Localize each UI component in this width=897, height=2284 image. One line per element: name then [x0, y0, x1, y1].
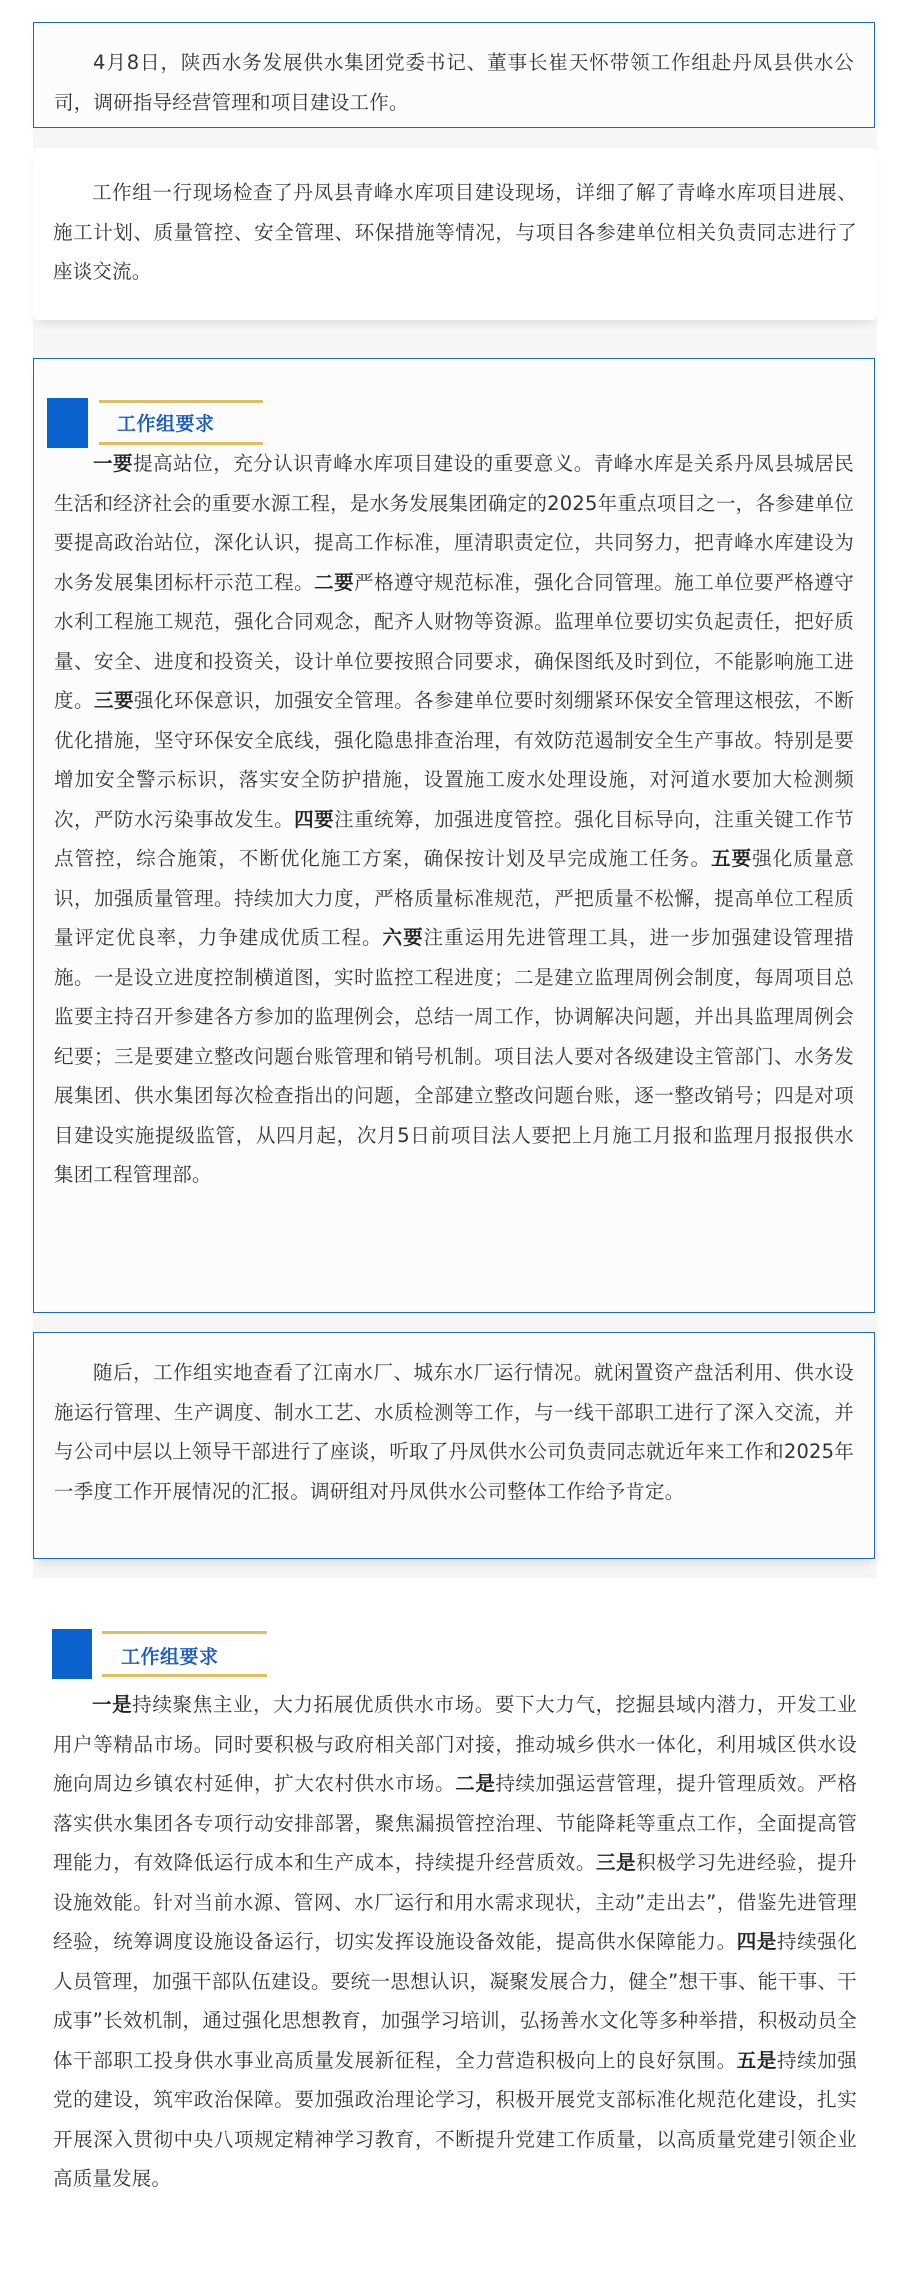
- item-text: 注重统筹，加强进度管控。强化目标导向，注重关键工作节点管控，综合施策，不断优化施工方案，确保按计划及早完成施工任务。: [54, 807, 854, 870]
- section-heading-1: [34, 398, 854, 450]
- requirements-box-2: [33, 1578, 877, 2284]
- item-text: 积极学习先进经验，提升设施效能。针对当前水源、管网、水厂运行和用水需求现状，主动”走出去”，借鉴先进管理经验，统筹调度设施设备运行，切实发挥设施设备效能，提高供水保障能力。: [53, 1851, 858, 1953]
- heading-divider-bottom: [102, 1674, 267, 1677]
- plant-visit-paragraph: 随后，工作组实地查看了江南水厂、城东水厂运行情况。就闲置资产盘活利用、供水设施运行管理、生产调度、制水工艺、水质检测等工作，与一线干部职工进行了深入交流，并与公司中层以上领导干部进行了座谈，听取了丹凤供水公司负责同志就近年来工作和2025年一季度工作开展情况的汇报。调研组对丹凤供水公司整体工作给予肯定。: [54, 1361, 854, 1503]
- item-text: 严格遵守规范标准，强化合同管理。施工单位要严格遵守水利工程施工规范，强化合同观念，配齐人财物等资源。监理单位要切实负起责任，把好质量、安全、进度和投资关，设计单位要按照合同要求，确保图纸及时到位，不能影响施工进度。: [54, 570, 854, 712]
- item-text: 持续强化人员管理，加强干部队伍建设。要统一思想认识，凝聚发展合力，健全”想干事、能干事、干成事”长效机制，通过强化思想教育，加强学习培训，弘扬善水文化等多种举措，积极动员全体干部职工投身供水事业高质量发展新征程，全力营造积极向上的良好氛围。: [53, 1930, 857, 2072]
- heading-divider-top: [99, 400, 263, 403]
- heading-divider-top: [102, 1631, 267, 1634]
- item-label: 三要: [94, 689, 135, 712]
- intro-box: [33, 22, 875, 128]
- heading-divider-bottom: [99, 442, 263, 445]
- requirements-box-1: [33, 358, 875, 1313]
- requirements-paragraph-1: [54, 444, 854, 1195]
- section-heading-2: [33, 1629, 857, 1681]
- item-text: 提高站位，充分认识青峰水库项目建设的重要意义。青峰水库是关系丹凤县城居民生活和经济社会的重要水源工程，是水务发展集团确定的2025年重点项目之一，各参建单位要提高政治站位，深化认识，提高工作标准，厘清职责定位，共同努力，把青峰水库建设为水务发展集团标杆示范工程。: [54, 452, 854, 594]
- item-label: 四是: [736, 1930, 777, 1953]
- item-text: 持续加强运营管理，提升管理质效。严格落实供水集团各专项行动安排部署，聚焦漏损管控治理、节能降耗等重点工作，全面提高管理能力，有效降低运行成本和生产成本，持续提升经营质效。: [53, 1772, 857, 1874]
- heading-square-icon: [47, 398, 88, 448]
- site-visit-paragraph: 工作组一行现场检查了丹凤县青峰水库项目建设现场，详细了解了青峰水库项目进展、施工计划、质量管控、安全管理、环保措施等情况，与项目各参建单位相关负责同志进行了座谈交流。: [53, 181, 857, 283]
- item-label: 二是: [455, 1772, 496, 1795]
- item-label: 五要: [711, 847, 753, 870]
- plant-visit-box: [33, 1332, 875, 1559]
- requirements-paragraph-2: [53, 1685, 857, 2199]
- item-text: 强化质量意识，加强质量管理。持续加大力度，严格质量标准规范，严把质量不松懈，提高单位工程质量评定优良率，力争建成优质工程。: [54, 847, 854, 949]
- item-label: 一要: [93, 452, 134, 475]
- item-label: 六要: [382, 926, 424, 949]
- item-label: 四要: [294, 807, 335, 831]
- item-label: 五是: [736, 2048, 777, 2072]
- heading-square-icon: [52, 1629, 92, 1679]
- item-text: 持续加强党的建设，筑牢政治保障。要加强政治理论学习，积极开展党支部标准化规范化建设，扎实开展深入贯彻中央八项规定精神学习教育，不断提升党建工作质量，以高质量党建引领企业高质量发展。: [53, 2048, 857, 2190]
- item-text: 注重运用先进管理工具，进一步加强建设管理措施。一是设立进度控制横道图，实时监控工程进度；二是建立监理周例会制度，每周项目总监要主持召开参建各方参加的监理例会，总结一周工作，协调解决问题，并出具监理周例会纪要；三是要建立整改问题台账管理和销号机制。项目法人要对各级建设主管部门、水务发展集团、供水集团每次检查指出的问题，全部建立整改问题台账，逐一整改销号；四是对项目建设实施提级监管，从四月起，次月5日前项目法人要把上月施工月报和监理月报报供水集团工程管理部。: [54, 926, 855, 1186]
- intro-paragraph: 4月8日，陕西水务发展供水集团党委书记、董事长崔天怀带领工作组赴丹凤县供水公司，调研指导经营管理和项目建设工作。: [54, 51, 854, 114]
- section-title: 工作组要求: [117, 413, 215, 435]
- site-visit-box: [33, 148, 877, 320]
- item-label: 一是: [92, 1693, 133, 1716]
- item-label: 三是: [595, 1851, 637, 1874]
- item-text: 强化环保意识，加强安全管理。各参建单位要时刻绷紧环保安全管理这根弦，不断优化措施，坚守环保安全底线，强化隐患排查治理，有效防范遏制安全生产事故。特别是要增加安全警示标识，落实安全防护措施，设置施工废水处理设施，对河道水要加大检测频次，严防水污染事故发生。: [54, 689, 854, 831]
- item-text: 持续聚焦主业，大力拓展优质供水市场。要下大力气，挖掘县域内潜力，开发工业用户等精品市场。同时要积极与政府相关部门对接，推动城乡供水一体化，利用城区供水设施向周边乡镇农村延伸，扩大农村供水市场。: [53, 1693, 858, 1795]
- item-label: 二要: [314, 570, 355, 594]
- section-title: 工作组要求: [121, 1646, 219, 1668]
